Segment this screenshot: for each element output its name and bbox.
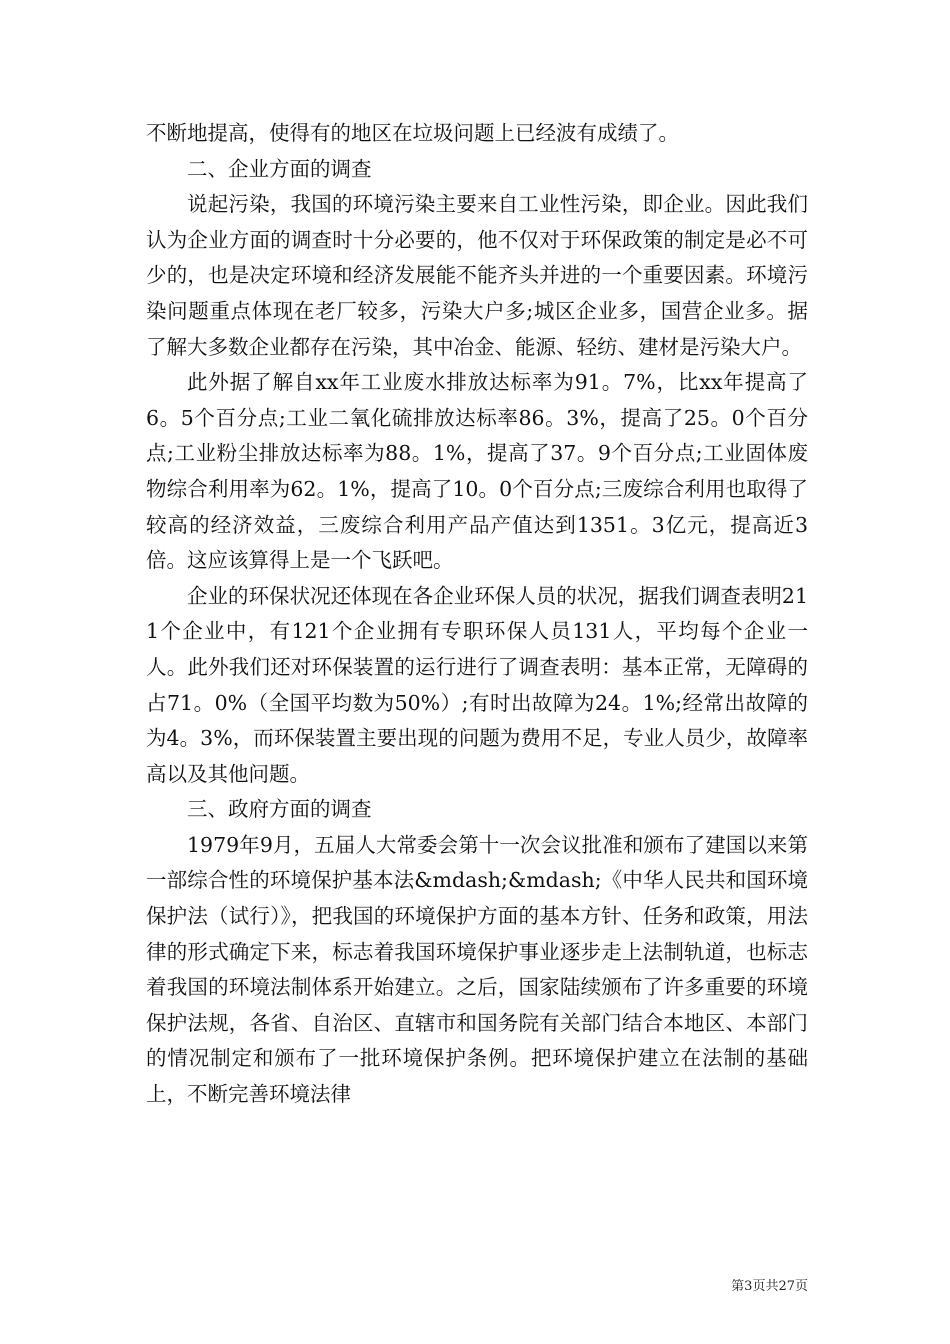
section-heading-enterprise: 二、企业方面的调查 <box>187 156 372 181</box>
paragraph-pollution-overview: 说起污染，我国的环境污染主要来自工业性污染，即企业。因此我们认为企业方面的调查时十分必要的，他不仅对于环保政策的制定是必不可少的，也是决定环境和经济发展能不能齐头并进的一个重要因素。环境污染问题重点体现在老厂较多，污染大户多;城区企业多，国营企业多。据了解大多数企业都存在污染，其中冶金、能源、轻纺、建材是污染大户。 <box>146 192 808 359</box>
document-body <box>146 116 808 1113</box>
paragraph-continuation: 不断地提高，使得有的地区在垃圾问题上已经波有成绩了。 <box>146 121 679 145</box>
page-number-footer: 第3页共27页 <box>731 1279 808 1294</box>
section-heading-government: 三、政府方面的调查 <box>187 797 372 822</box>
paragraph-environmental-law: 1979年9月，五届人大常委会第十一次会议批准和颁布了建国以来第一部综合性的环境保护基本法&mdash;&mdash;《中华人民共和国环境保护法（试行）》，把我国的环境保护方面的基本方针、任务和政策，用法律的形式确定下来，标志着我国环境保护事业逐步走上法制轨道，也标志着我国的环境法制体系开始建立。之后，国家陆续颁布了许多重要的环境保护法规，各省、自治区、直辖市和国务院有关部门结合本地区、本部门的情况制定和颁布了一批环境保护条例。把环境保护建立在法制的基础上，不断完善环境法律 <box>146 832 808 1107</box>
paragraph-emission-rates: 此外据了解自xx年工业废水排放达标率为91。7%，比xx年提高了6。5个百分点;工业二氧化硫排放达标率86。3%，提高了25。0个百分点;工业粉尘排放达标率为88。1%，提高了37。9个百分点;工业固体废物综合利用率为62。1%，提高了10。0个百分点;三废综合利用也取得了较高的经济效益，三废综合利用产品产值达到1351。3亿元，提高近3倍。这应该算得上是一个飞跃吧。 <box>146 370 808 573</box>
paragraph-environmental-staff: 企业的环保状况还体现在各企业环保人员的状况，据我们调查表明211个企业中，有121个企业拥有专职环保人员131人，平均每个企业一人。此外我们还对环保装置的运行进行了调查表明：基本正常，无障碍的占71。0%（全国平均数为50%）;有时出故障为24。1%;经常出故障的为4。3%，而环保装置主要出现的问题为费用不足，专业人员少，故障率高以及其他问题。 <box>146 583 808 786</box>
